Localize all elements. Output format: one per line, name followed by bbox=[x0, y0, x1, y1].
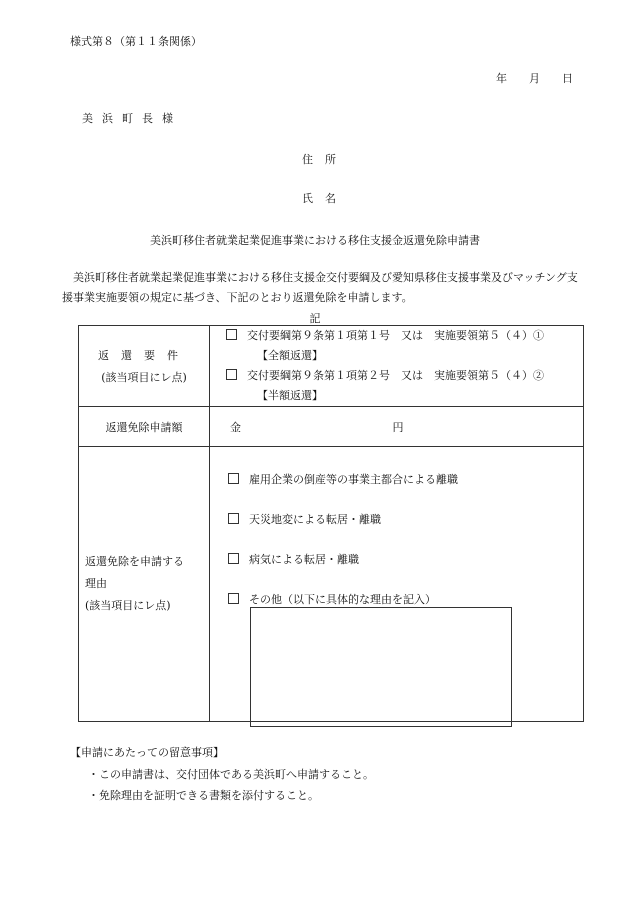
checkbox[interactable] bbox=[226, 329, 237, 340]
reason-label-2: 理由 bbox=[85, 577, 107, 590]
date-year: 年 bbox=[496, 72, 507, 85]
checkbox[interactable] bbox=[228, 593, 239, 604]
name-label: 氏名 bbox=[302, 192, 348, 205]
reason-option-1[interactable]: 雇用企業の倒産等の事業主都合による離職 bbox=[228, 471, 458, 487]
date-day: 日 bbox=[562, 72, 573, 85]
addressee: 美浜町長様 bbox=[82, 112, 182, 125]
requirement-note: (該当項目にレ点) bbox=[101, 371, 187, 384]
form-number: 様式第８（第１１条関係） bbox=[70, 35, 202, 48]
reason-options bbox=[210, 447, 584, 722]
application-table bbox=[78, 325, 584, 722]
amount-prefix: 金 bbox=[230, 420, 241, 434]
date-line bbox=[474, 70, 573, 86]
application-statement: 美浜町移住者就業起業促進事業における移住支援金交付要綱及び愛知県移住支援事業及びマッチング支援事業実施要領の規定に基づき、下記のとおり返還免除を申請します。 bbox=[62, 271, 578, 304]
requirement-sub-1: 【全額返還】 bbox=[257, 349, 323, 362]
ki-marker: 記 bbox=[309, 312, 321, 325]
reason-note: (該当項目にレ点) bbox=[85, 599, 171, 612]
reason-option-3[interactable]: 病気による転居・離職 bbox=[228, 551, 359, 567]
checkbox[interactable] bbox=[228, 473, 239, 484]
requirement-option-1[interactable]: 交付要綱第９条第１項第１号 又は 実施要領第５（４）① bbox=[210, 326, 583, 346]
notes-heading: 【申請にあたっての留意事項】 bbox=[70, 746, 224, 759]
note-item: ・免除理由を証明できる書類を添付すること。 bbox=[88, 789, 319, 802]
amount-field[interactable] bbox=[210, 407, 584, 447]
reason-option-4[interactable]: その他（以下に具体的な理由を記入） bbox=[228, 591, 436, 607]
reason-option-2[interactable]: 天災地変による転居・離職 bbox=[228, 511, 381, 527]
address-label: 住所 bbox=[302, 153, 348, 166]
requirement-sub-2: 【半額返還】 bbox=[257, 389, 323, 402]
document-title: 美浜町移住者就業起業促進事業における移住支援金返還免除申請書 bbox=[150, 234, 480, 247]
checkbox[interactable] bbox=[226, 369, 237, 380]
amount-suffix: 円 bbox=[392, 420, 404, 434]
requirement-options bbox=[210, 326, 584, 407]
checkbox[interactable] bbox=[228, 513, 239, 524]
requirement-label-cell bbox=[79, 326, 210, 407]
amount-label: 返還免除申請額 bbox=[79, 407, 210, 447]
reason-label-cell bbox=[79, 447, 210, 722]
checkbox[interactable] bbox=[228, 553, 239, 564]
requirement-label: 返還要件 bbox=[98, 349, 190, 362]
requirement-option-2[interactable]: 交付要綱第９条第１項第２号 又は 実施要領第５（４）② bbox=[210, 366, 583, 386]
reason-label-1: 返還免除を申請する bbox=[85, 555, 184, 568]
date-month: 月 bbox=[529, 72, 540, 85]
note-item: ・この申請書は、交付団体である美浜町へ申請すること。 bbox=[88, 768, 374, 781]
other-reason-textbox[interactable] bbox=[250, 607, 512, 727]
